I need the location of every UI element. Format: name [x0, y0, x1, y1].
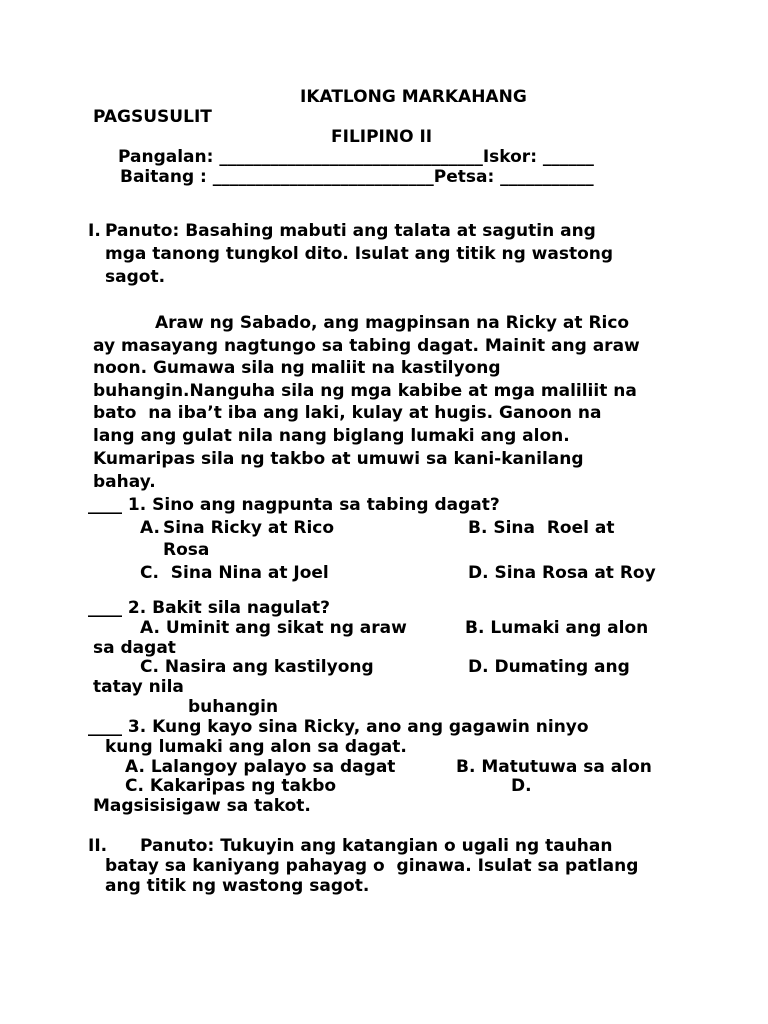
choice-d-letter: D.: [511, 776, 532, 796]
part-two-instruction-line: batay sa kaniyang pahayag o ginawa. Isulat sa patlang: [105, 856, 639, 876]
choice-d: D. Sina Rosa at Roy: [468, 563, 656, 583]
name-score-line: Pangalan: _______________________________Iskor: ______: [118, 147, 594, 167]
part-one-instruction-line: mga tanong tungkol dito. Isulat ang titik ng wastong: [105, 244, 614, 264]
choice-b-continuation: sa dagat: [93, 638, 176, 658]
exam-title: IKATLONG MARKAHANG: [300, 87, 527, 107]
choice-d: D. Dumating ang: [468, 657, 630, 677]
part-one-instruction-line: sagot.: [105, 267, 166, 287]
part-two-instruction-line: ang titik ng wastong sagot.: [105, 876, 370, 896]
question-2-text: ____ 2. Bakit sila nagulat?: [88, 598, 331, 618]
grade-date-line: Baitang : __________________________Petsa: ___________: [120, 167, 594, 187]
passage-line: ay masayang nagtungo sa tabing dagat. Mainit ang araw: [93, 336, 640, 356]
choice-b-continuation: Rosa: [163, 540, 210, 560]
question-3-text: ____ 3. Kung kayo sina Ricky, ano ang gagawin ninyo: [88, 717, 589, 737]
passage-line: buhangin.Nanguha sila ng mga kabibe at mga maliliit na: [93, 381, 637, 401]
choice-a-letter: A.: [140, 518, 160, 538]
choice-c: C. Sina Nina at Joel: [140, 563, 329, 583]
passage-line: Kumaripas sila ng takbo at umuwi sa kani-kanilang: [93, 449, 584, 469]
choice-d: Magsisisigaw sa takot.: [93, 796, 311, 816]
choice-c: C. Nasira ang kastilyong: [140, 657, 374, 677]
part-two-numeral: II.: [88, 836, 108, 856]
choice-b: B. Matutuwa sa alon: [456, 757, 652, 777]
exam-title-continuation: PAGSUSULIT: [93, 107, 212, 127]
question-1-text: ____ 1. Sino ang nagpunta sa tabing dagat?: [88, 495, 500, 515]
part-one-instruction-line: Panuto: Basahing mabuti ang talata at sagutin ang: [105, 221, 596, 241]
choice-a: A. Lalangoy palayo sa dagat: [125, 757, 396, 777]
passage-line: bato na iba’t iba ang laki, kulay at hugis. Ganoon na: [93, 403, 602, 423]
choice-d-continuation: tatay nila: [93, 677, 184, 697]
choice-c: C. Kakaripas ng takbo: [125, 776, 337, 796]
passage-line: noon. Gumawa sila ng maliit na kastilyong: [93, 358, 501, 378]
choice-b: B. Lumaki ang alon: [465, 618, 649, 638]
choice-b: B. Sina Roel at: [468, 518, 615, 538]
choice-a: Sina Ricky at Rico: [163, 518, 335, 538]
choice-c-continuation: buhangin: [188, 697, 279, 717]
choice-a: A. Uminit ang sikat ng araw: [140, 618, 407, 638]
question-3-continuation: kung lumaki ang alon sa dagat.: [105, 737, 407, 757]
part-one-numeral: I.: [88, 221, 101, 241]
passage-line: Araw ng Sabado, ang magpinsan na Ricky at Rico: [155, 313, 630, 333]
passage-line: bahay.: [93, 472, 156, 492]
passage-line: lang ang gulat nila nang biglang lumaki ang alon.: [93, 426, 570, 446]
part-two-instruction-line: Panuto: Tukuyin ang katangian o ugali ng tauhan: [140, 836, 613, 856]
exam-subject: FILIPINO II: [331, 127, 433, 147]
